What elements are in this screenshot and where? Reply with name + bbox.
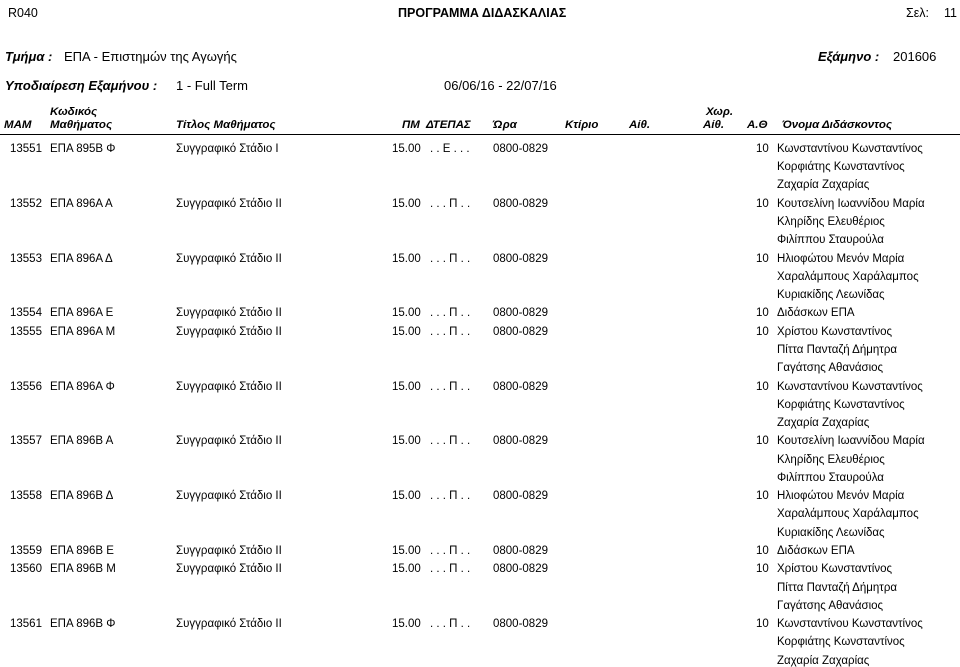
col-title: Τίτλος Μαθήματος bbox=[176, 119, 276, 131]
course-title-cell: Συγγραφικό Στάδιο ΙΙ bbox=[176, 563, 282, 576]
instructor-name: Χαραλάμπους Χαράλαμπος bbox=[777, 270, 919, 283]
course-code-cell: ΕΠΑ 896Β Φ bbox=[50, 618, 116, 631]
col-instructor: Όνομα Διδάσκοντος bbox=[782, 119, 892, 131]
course-code-cell: ΕΠΑ 896Β Ε bbox=[50, 545, 114, 557]
mam-cell: 13556 bbox=[10, 380, 42, 393]
course-title-cell: Συγγραφικό Στάδιο ΙΙ bbox=[176, 435, 282, 448]
col-code-line2: Μαθήματος bbox=[50, 119, 113, 131]
instructor-name: Κληρίδης Ελευθέριος bbox=[777, 453, 885, 466]
at-cell: 10 bbox=[756, 563, 769, 576]
days-cell: . . . Π . . bbox=[430, 563, 471, 576]
instructor-name: Κληρίδης Ελευθέριος bbox=[777, 216, 885, 228]
pm-cell: 15.00 bbox=[392, 325, 421, 338]
pm-cell: 15.00 bbox=[392, 143, 421, 155]
page-number: 11 bbox=[944, 6, 957, 20]
col-capacity-line2: Αίθ. bbox=[703, 119, 725, 131]
instructor-name: Κουτσελίνη Ιωαννίδου Μαρία bbox=[777, 197, 925, 210]
time-cell: 0800-0829 bbox=[493, 435, 548, 448]
days-cell: . . . Π . . bbox=[430, 325, 471, 338]
instructor-name: Γαγάτσης Αθανάσιος bbox=[777, 599, 884, 612]
days-cell: . . . Π . . bbox=[430, 435, 471, 448]
course-code-cell: ΕΠΑ 896Β Μ bbox=[50, 563, 116, 576]
pm-cell: 15.00 bbox=[392, 435, 421, 448]
course-title-cell: Συγγραφικό Στάδιο ΙΙ bbox=[176, 545, 282, 557]
instructor-name: Χαραλάμπους Χαράλαμπος bbox=[777, 508, 919, 521]
at-cell: 10 bbox=[756, 435, 769, 448]
page-label: Σελ: bbox=[906, 6, 930, 20]
at-cell: 10 bbox=[756, 252, 769, 265]
instructor-name: Φιλίππου Σταυρούλα bbox=[777, 471, 884, 484]
pm-cell: 15.00 bbox=[392, 380, 421, 393]
at-cell: 10 bbox=[756, 307, 769, 320]
mam-cell: 13555 bbox=[10, 325, 42, 338]
pm-cell: 15.00 bbox=[392, 307, 421, 320]
col-time: Ώρα bbox=[493, 119, 517, 131]
report-code: R040 bbox=[8, 6, 38, 20]
instructor-name: Ηλιοφώτου Μενόν Μαρία bbox=[777, 252, 905, 265]
days-cell: . . . Π . . bbox=[430, 307, 471, 320]
course-title-cell: Συγγραφικό Στάδιο ΙΙ bbox=[176, 490, 282, 503]
instructor-name: Κουτσελίνη Ιωαννίδου Μαρία bbox=[777, 435, 925, 448]
mam-cell: 13559 bbox=[10, 545, 42, 557]
course-code-cell: ΕΠΑ 896Α Φ bbox=[50, 380, 115, 393]
days-cell: . . . Π . . bbox=[430, 252, 471, 265]
instructor-name: Διδάσκων ΕΠΑ bbox=[777, 307, 855, 320]
course-title-cell: Συγγραφικό Στάδιο ΙΙ bbox=[176, 307, 282, 320]
course-title-cell: Συγγραφικό Στάδιο ΙΙ bbox=[176, 325, 282, 338]
time-cell: 0800-0829 bbox=[493, 307, 548, 320]
at-cell: 10 bbox=[756, 545, 769, 557]
course-code-cell: ΕΠΑ 896Α Ε bbox=[50, 307, 114, 320]
mam-cell: 13554 bbox=[10, 307, 42, 320]
at-cell: 10 bbox=[756, 380, 769, 393]
at-cell: 10 bbox=[756, 143, 769, 155]
time-cell: 0800-0829 bbox=[493, 618, 548, 631]
department-label: Τμήμα : bbox=[5, 49, 53, 64]
instructor-name: Κωνσταντίνου Κωνσταντίνος bbox=[777, 618, 923, 631]
days-cell: . . Ε . . . bbox=[430, 143, 470, 155]
col-code-line1: Κωδικός bbox=[50, 106, 98, 118]
instructor-name: Κορφιάτης Κωνσταντίνος bbox=[777, 636, 905, 649]
col-pm: ΠΜ bbox=[402, 119, 420, 131]
time-cell: 0800-0829 bbox=[493, 143, 548, 155]
instructor-name: Κωνσταντίνου Κωνσταντίνος bbox=[777, 380, 923, 393]
course-code-cell: ΕΠΑ 896Α Μ bbox=[50, 325, 116, 338]
instructor-name: Κυριακίδης Λεωνίδας bbox=[777, 289, 885, 301]
days-cell: . . . Π . . bbox=[430, 490, 471, 503]
at-cell: 10 bbox=[756, 490, 769, 503]
course-code-cell: ΕΠΑ 896Β Δ bbox=[50, 490, 114, 503]
instructor-name: Φιλίππου Σταυρούλα bbox=[777, 234, 884, 247]
pm-cell: 15.00 bbox=[392, 618, 421, 631]
subdivision-label: Υποδιαίρεση Εξαμήνου : bbox=[5, 78, 158, 93]
at-cell: 10 bbox=[756, 618, 769, 631]
mam-cell: 13557 bbox=[10, 435, 42, 448]
mam-cell: 13552 bbox=[10, 197, 42, 210]
instructor-name: Ζαχαρία Ζαχαρίας bbox=[777, 179, 870, 192]
instructor-name: Χρίστου Κωνσταντίνος bbox=[777, 563, 893, 576]
instructor-name: Ζαχαρία Ζαχαρίας bbox=[777, 654, 870, 667]
time-cell: 0800-0829 bbox=[493, 197, 548, 210]
instructor-name: Διδάσκων ΕΠΑ bbox=[777, 545, 855, 557]
instructor-name: Κωνσταντίνου Κωνσταντίνος bbox=[777, 143, 923, 155]
course-code-cell: ΕΠΑ 895Β Φ bbox=[50, 143, 116, 155]
pm-cell: 15.00 bbox=[392, 490, 421, 503]
instructor-name: Κυριακίδης Λεωνίδας bbox=[777, 526, 885, 539]
time-cell: 0800-0829 bbox=[493, 490, 548, 503]
mam-cell: 13561 bbox=[10, 618, 42, 631]
instructor-name: Πίττα Πανταζή Δήμητρα bbox=[777, 581, 898, 594]
at-cell: 10 bbox=[756, 197, 769, 210]
col-building: Κτίριο bbox=[565, 119, 599, 131]
time-cell: 0800-0829 bbox=[493, 380, 548, 393]
mam-cell: 13551 bbox=[10, 143, 42, 155]
days-cell: . . . Π . . bbox=[430, 197, 471, 210]
mam-cell: 13553 bbox=[10, 252, 42, 265]
instructor-name: Κορφιάτης Κωνσταντίνος bbox=[777, 398, 905, 411]
course-code-cell: ΕΠΑ 896Β Α bbox=[50, 435, 114, 448]
col-capacity-line1: Χωρ. bbox=[706, 106, 734, 118]
report-title: ΠΡΟΓΡΑΜΜΑ ΔΙΔΑΣΚΑΛΙΑΣ bbox=[398, 6, 567, 20]
time-cell: 0800-0829 bbox=[493, 252, 548, 265]
mam-cell: 13558 bbox=[10, 490, 42, 503]
pm-cell: 15.00 bbox=[392, 545, 421, 557]
mam-cell: 13560 bbox=[10, 563, 42, 576]
instructor-name: Κορφιάτης Κωνσταντίνος bbox=[777, 161, 905, 174]
instructor-name: Ηλιοφώτου Μενόν Μαρία bbox=[777, 490, 905, 503]
instructor-name: Πίττα Πανταζή Δήμητρα bbox=[777, 344, 898, 356]
pm-cell: 15.00 bbox=[392, 197, 421, 210]
col-mam: ΜΑΜ bbox=[4, 119, 32, 131]
course-title-cell: Συγγραφικό Στάδιο ΙΙ bbox=[176, 618, 282, 631]
days-cell: . . . Π . . bbox=[430, 618, 471, 631]
subdivision-value: 1 - Full Term bbox=[176, 78, 248, 93]
days-cell: . . . Π . . bbox=[430, 545, 471, 557]
col-room: Αίθ. bbox=[629, 119, 651, 131]
pm-cell: 15.00 bbox=[392, 252, 421, 265]
col-days: ΔΤΕΠΑΣ bbox=[426, 119, 471, 131]
course-title-cell: Συγγραφικό Στάδιο ΙΙ bbox=[176, 380, 282, 393]
time-cell: 0800-0829 bbox=[493, 563, 548, 576]
time-cell: 0800-0829 bbox=[493, 545, 548, 557]
semester-value: 201606 bbox=[893, 49, 937, 64]
semester-label: Εξάμηνο : bbox=[818, 49, 880, 64]
instructor-name: Ζαχαρία Ζαχαρίας bbox=[777, 417, 870, 429]
time-cell: 0800-0829 bbox=[493, 325, 548, 338]
instructor-name: Γαγάτσης Αθανάσιος bbox=[777, 362, 884, 375]
days-cell: . . . Π . . bbox=[430, 380, 471, 393]
course-code-cell: ΕΠΑ 896Α Δ bbox=[50, 252, 113, 265]
date-range: 06/06/16 - 22/07/16 bbox=[444, 78, 557, 93]
pm-cell: 15.00 bbox=[392, 563, 421, 576]
instructor-name: Χρίστου Κωνσταντίνος bbox=[777, 325, 893, 338]
at-cell: 10 bbox=[756, 325, 769, 338]
course-title-cell: Συγγραφικό Στάδιο ΙΙ bbox=[176, 197, 282, 210]
department-value: ΕΠΑ - Επιστημών της Αγωγής bbox=[64, 49, 237, 64]
course-title-cell: Συγγραφικό Στάδιο ΙΙ bbox=[176, 252, 282, 265]
col-at: Α.Θ bbox=[747, 119, 768, 131]
course-title-cell: Συγγραφικό Στάδιο Ι bbox=[176, 143, 279, 155]
header-rule bbox=[0, 134, 960, 135]
course-code-cell: ΕΠΑ 896Α Α bbox=[50, 197, 113, 210]
